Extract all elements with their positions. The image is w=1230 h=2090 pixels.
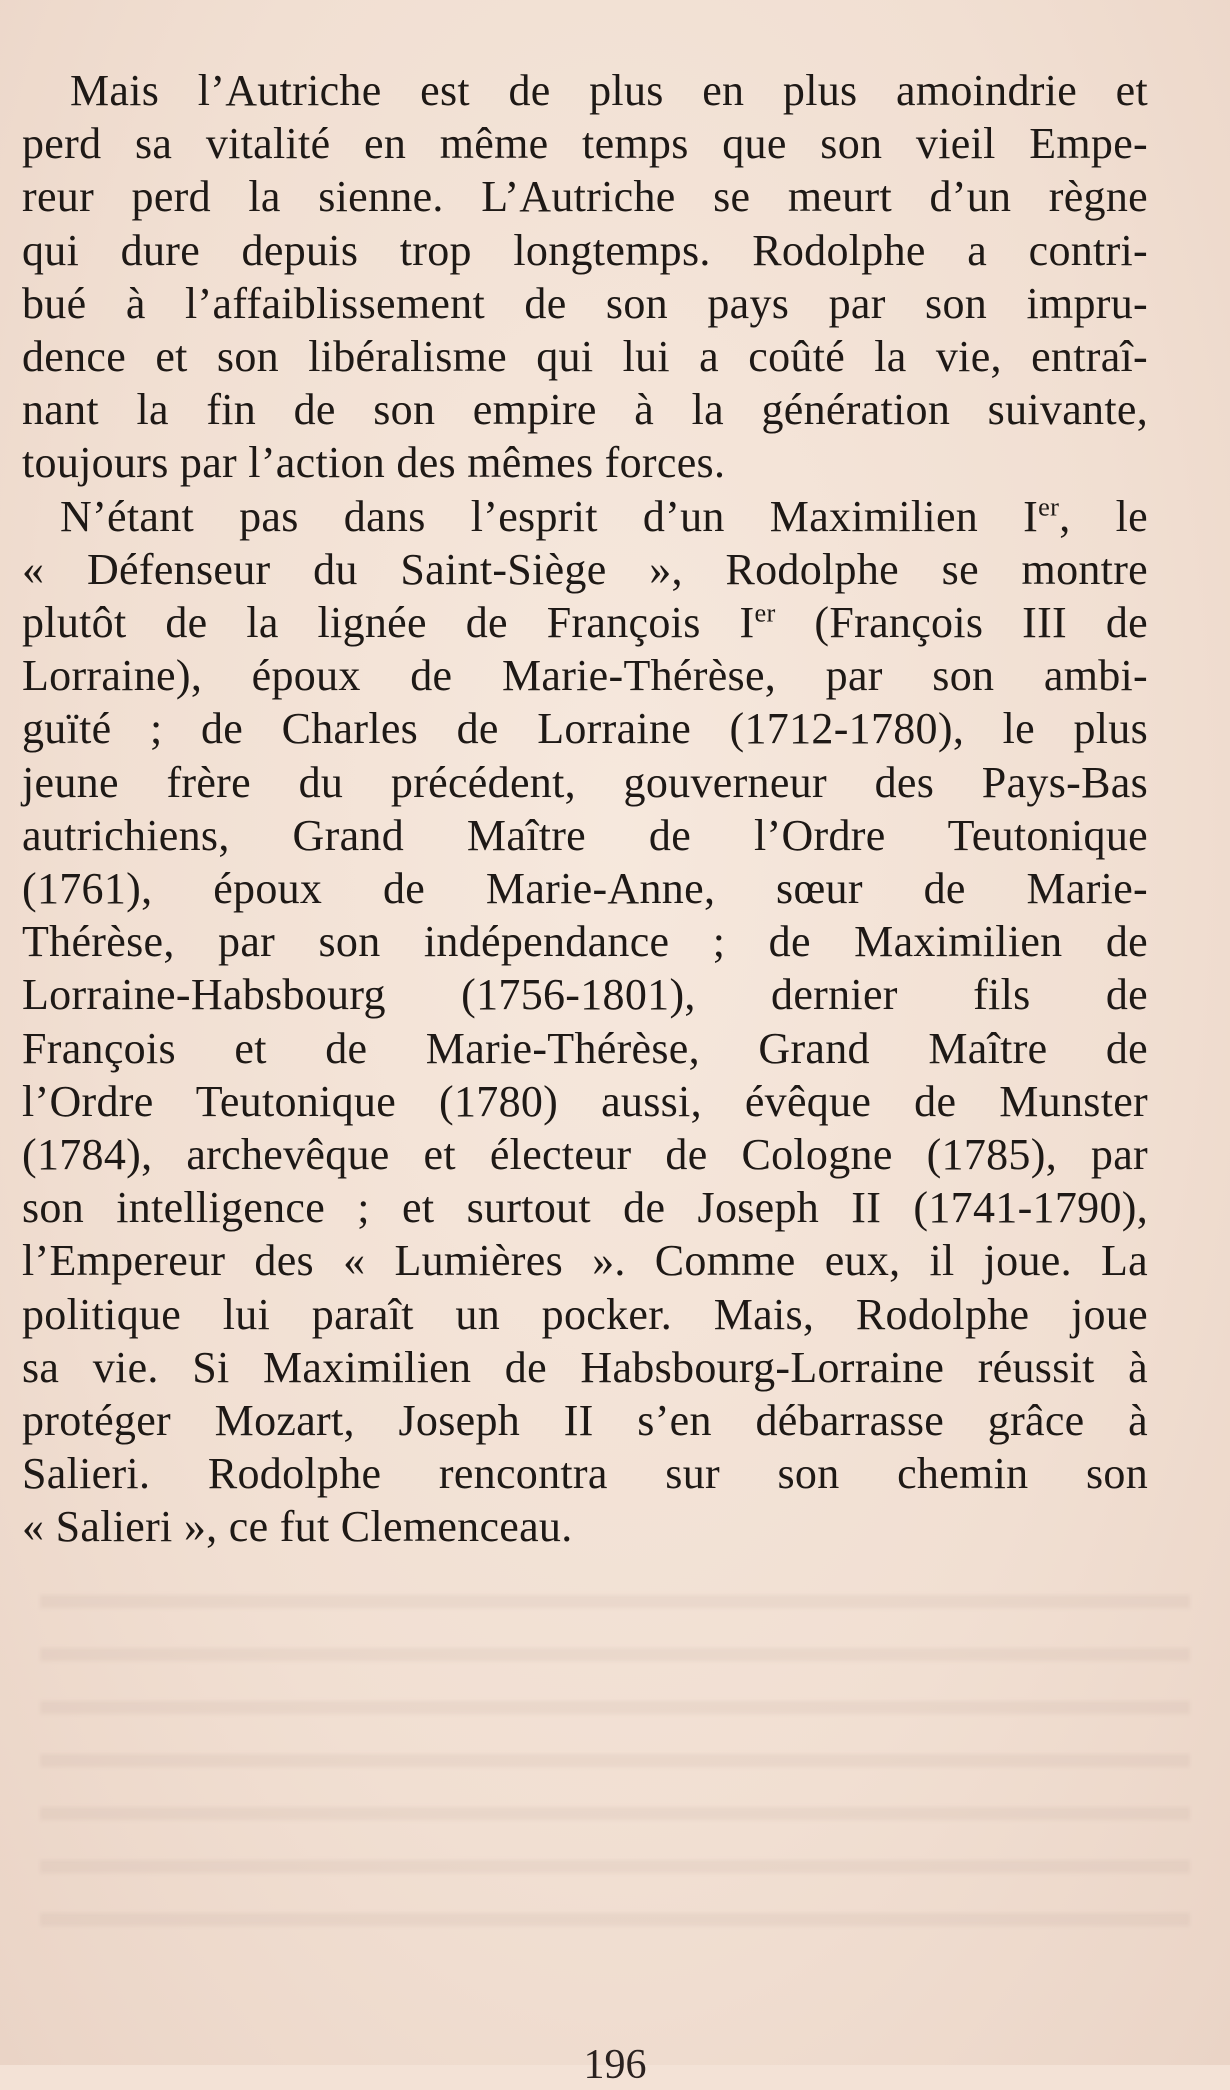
text-line: (1761), époux de Marie-Anne, sœur de Marie- [22, 864, 1148, 914]
text-line: N’étant pas dans l’esprit d’un Maximilien Ier, le [60, 490, 1148, 541]
page-number: 196 [583, 2042, 647, 2088]
text-line: guïté ; de Charles de Lorraine (1712-1780), le plus [22, 704, 1148, 754]
text-line: Salieri. Rodolphe rencontra sur son chemin son [22, 1449, 1148, 1499]
text-line: perd sa vitalité en même temps que son vieil Empe- [22, 119, 1148, 169]
text-line: bué à l’affaiblissement de son pays par son impru- [22, 278, 1148, 328]
text-line: autrichiens, Grand Maître de l’Ordre Teutonique [22, 810, 1148, 860]
paragraph-2 [22, 490, 1148, 1554]
text-line: « Défenseur du Saint-Siège », Rodolphe se montre [22, 544, 1148, 594]
text-line: sa vie. Si Maximilien de Habsbourg-Lorraine réussit à [22, 1342, 1148, 1392]
paragraph-1 [22, 64, 1148, 490]
text-line: Lorraine), époux de Marie-Thérèse, par son ambi- [22, 651, 1148, 701]
text-line: reur perd la sienne. L’Autriche se meurt d’un règne [22, 172, 1148, 222]
text-line: jeune frère du précédent, gouverneur des Pays-Bas [22, 757, 1148, 807]
body-text [22, 64, 1148, 1554]
text-line: Thérèse, par son indépendance ; de Maximilien de [22, 917, 1148, 967]
text-line: l’Empereur des « Lumières ». Comme eux, il joue. La [22, 1236, 1148, 1286]
text-line: Mais l’Autriche est de plus en plus amoindrie et [70, 66, 1148, 115]
text-line: Lorraine-Habsbourg (1756-1801), dernier fils de [22, 970, 1148, 1020]
show-through-text [40, 1560, 1190, 1940]
text-line: toujours par l’action des mêmes forces. [22, 438, 726, 488]
text-line: plutôt de la lignée de François Ier (François III de [22, 597, 1148, 648]
text-line: l’Ordre Teutonique (1780) aussi, évêque de Munster [22, 1076, 1148, 1126]
text-line: (1784), archevêque et électeur de Cologne (1785), par [22, 1130, 1148, 1180]
text-line: son intelligence ; et surtout de Joseph II (1741-1790), [22, 1183, 1148, 1233]
text-line: François et de Marie-Thérèse, Grand Maître de [22, 1023, 1148, 1073]
text-line: « Salieri », ce fut Clemenceau. [22, 1502, 573, 1552]
text-line: nant la fin de son empire à la génération suivante, [22, 385, 1148, 435]
text-line: dence et son libéralisme qui lui a coûté la vie, entraî- [22, 332, 1148, 382]
text-line: protéger Mozart, Joseph II s’en débarrasse grâce à [22, 1396, 1148, 1446]
text-line: politique lui paraît un pocker. Mais, Rodolphe joue [22, 1289, 1148, 1339]
text-line: qui dure depuis trop longtemps. Rodolphe a contri- [22, 225, 1148, 275]
